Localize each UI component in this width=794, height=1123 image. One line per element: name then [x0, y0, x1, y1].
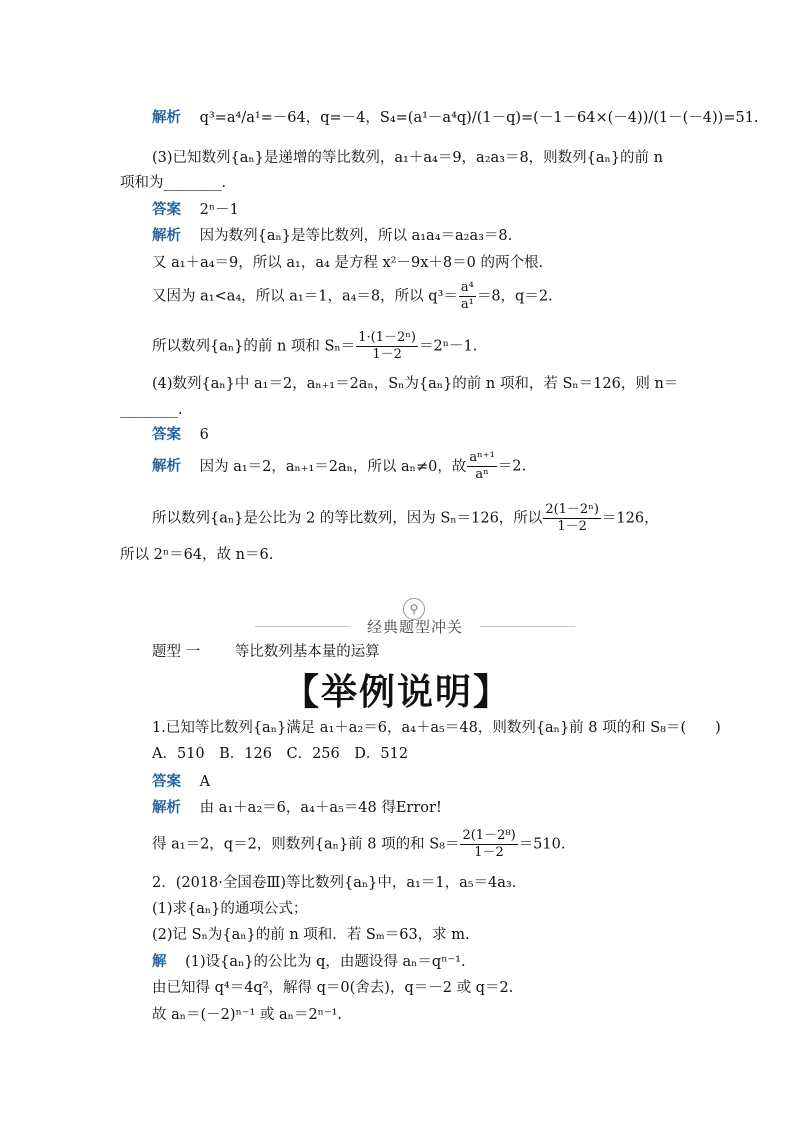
numerator: aⁿ⁺¹: [469, 450, 495, 465]
example-banner: 【举例说明】: [282, 672, 511, 713]
formula: q³=a⁴/a¹=－64，q=－4，S₄=(a¹－a⁴q)/(1－q)=(－1－64×(－4))/(1－(－4))=51.: [199, 110, 759, 126]
solution-line: [152, 226, 512, 246]
question-4-cont: ________.: [120, 402, 183, 418]
solution-text: 又 a₁＋a₄＝9，所以 a₁，a₄ 是方程 x²－9x＋8＝0 的两个根.: [152, 255, 544, 271]
numerator: 2(1－2ⁿ): [545, 502, 599, 517]
type-heading: [152, 642, 380, 662]
solution-fraction-line: [152, 450, 526, 490]
text-pre: 得 a₁＝2，q＝2，则数列{aₙ}前 8 项的和 S₈＝: [152, 836, 460, 853]
fraction: [543, 502, 601, 535]
solution-line: [152, 798, 442, 818]
text-post: ＝510.: [518, 836, 566, 853]
jiexi-label: 解析: [152, 458, 181, 475]
answer-line: [152, 200, 239, 220]
example-1-question: 1.已知等比数列{aₙ}满足 a₁＋a₂＝6，a₄＋a₅＝48，则数列{aₙ}前 8 项的和 S₈＝( ): [152, 720, 721, 736]
question-3-cont: 项和为________.: [120, 175, 227, 191]
example-1-options: A．510 B．126 C．256 D．512: [152, 746, 409, 762]
numerator: a⁴: [460, 280, 474, 295]
text-post: ＝126，: [601, 510, 659, 527]
solution-text: 由已知得 q⁴＝4q²，解得 q＝0(舍去)，q＝－2 或 q＝2.: [152, 980, 514, 996]
text-pre: 因为 a₁＝2，aₙ₊₁＝2aₙ，所以 aₙ≠0，故: [199, 458, 467, 475]
answer-value: 6: [199, 427, 209, 443]
numerator: 1·(1－2ⁿ): [358, 330, 416, 345]
solution-text: 由 a₁＋a₂＝6，a₄＋a₅＝48 得Error!: [199, 800, 442, 816]
denominator: 1－2: [557, 519, 587, 534]
fraction: [459, 280, 476, 313]
question-3: (3)已知数列{aₙ}是递增的等比数列，a₁＋a₄＝9，a₂a₃＝8，则数列{aₙ}的前 n: [152, 150, 664, 166]
denominator: aⁿ: [475, 467, 489, 482]
solution-text: (1)设{aₙ}的公比为 q，由题设得 aₙ＝qⁿ⁻¹.: [185, 954, 466, 970]
jie-label: 解: [152, 954, 167, 970]
text-pre: 又因为 a₁<a₄，所以 a₁＝1，a₄＝8，所以 q³＝: [152, 288, 458, 305]
solution-line: [152, 108, 759, 128]
type-title: 等比数列基本量的运算: [234, 644, 380, 660]
solution-text: 因为数列{aₙ}是等比数列，所以 a₁a₄＝a₂a₃＝8.: [199, 228, 513, 244]
solution-text: 所以 2ⁿ＝64，故 n＝6.: [120, 547, 274, 563]
denominator: 1－2: [372, 347, 402, 362]
denominator: a¹: [460, 297, 474, 312]
text-pre: 所以数列{aₙ}是公比为 2 的等比数列，因为 Sₙ＝126，所以: [152, 510, 543, 527]
example-2-sub1: (1)求{aₙ}的通项公式；: [152, 901, 308, 917]
solution-line: [152, 952, 466, 972]
solution-fraction-line: [152, 280, 553, 320]
jiexi-label: 解析: [152, 800, 181, 816]
answer-label: 答案: [152, 202, 181, 218]
text-post: ＝2.: [497, 458, 527, 475]
answer-line: [152, 772, 210, 792]
example-2-sub2: (2)记 Sₙ为{aₙ}的前 n 项和．若 Sₘ＝63，求 m.: [152, 927, 470, 943]
section-divider: [255, 598, 575, 638]
answer-line: [152, 425, 209, 445]
solution-fraction-line: [152, 828, 565, 868]
answer-label: 答案: [152, 774, 181, 790]
denominator: 1－2: [474, 845, 504, 860]
text-post: ＝8，q＝2.: [476, 288, 553, 305]
divider-emblem-icon: ⚲: [403, 598, 425, 620]
fraction: [467, 450, 496, 483]
fraction: [460, 828, 517, 861]
answer-value: 2ⁿ－1: [199, 202, 239, 218]
example-2-question: 2．(2018·全国卷Ⅲ)等比数列{aₙ}中，a₁＝1，a₅＝4a₃.: [152, 875, 517, 891]
answer-label: 答案: [152, 427, 181, 443]
solution-fraction-line: [152, 330, 477, 370]
solution-text: 故 aₙ＝(－2)ⁿ⁻¹ 或 aₙ＝2ⁿ⁻¹.: [152, 1007, 343, 1023]
answer-value: A: [199, 774, 211, 790]
numerator: 2(1－2⁸): [462, 828, 516, 843]
text-pre: 所以数列{aₙ}的前 n 项和 Sₙ＝: [152, 338, 356, 355]
fraction: [356, 330, 418, 363]
jiexi-label: 解析: [152, 110, 181, 126]
type-label: 题型 一: [152, 644, 201, 660]
solution-fraction-line: [152, 502, 659, 542]
jiexi-label: 解析: [152, 228, 181, 244]
question-4: (4)数列{aₙ}中 a₁＝2，aₙ₊₁＝2aₙ，Sₙ为{aₙ}的前 n 项和，若 Sₙ＝126，则 n＝: [152, 376, 679, 392]
divider-title: 经典题型冲关: [366, 618, 463, 636]
text-post: ＝2ⁿ－1.: [418, 338, 478, 355]
